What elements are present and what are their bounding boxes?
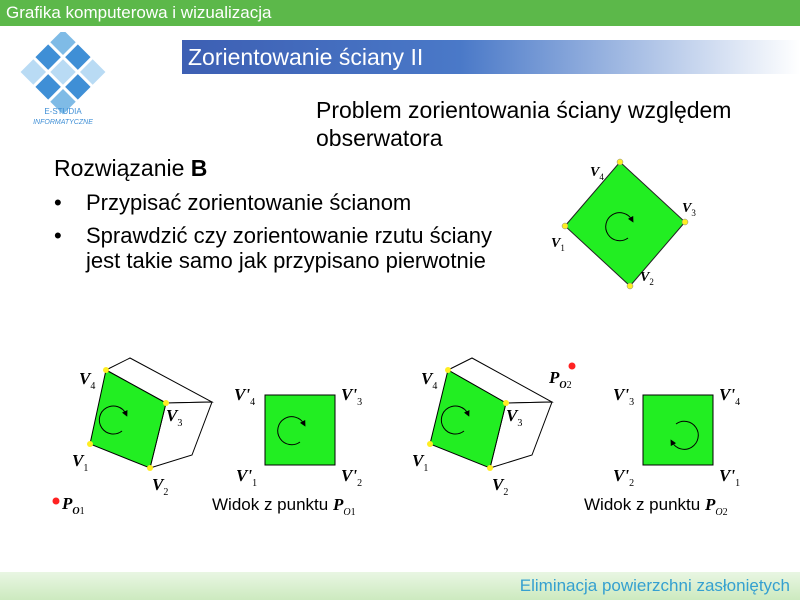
- label-v1-right: $V_1$: [412, 451, 429, 474]
- logo-text-bottom: INFORMATYCZNE: [33, 119, 93, 126]
- slide-title: Zorientowanie ściany II: [188, 44, 424, 70]
- solution-prefix: Rozwiązanie: [54, 155, 191, 181]
- label-v2-diamond: $V_2$: [640, 270, 654, 287]
- solution-letter: B: [190, 155, 208, 181]
- label-v4-left: $V_4$: [79, 369, 96, 392]
- label-vp1-sq2: $V'_1$: [719, 466, 741, 489]
- label-po1: $P_O1$: [62, 494, 85, 517]
- bullet-glyph: •: [54, 223, 62, 248]
- footer-title: Eliminacja powierzchni zasłoniętych: [519, 576, 790, 595]
- prism-left: [87, 358, 212, 471]
- footer-bar: [0, 572, 800, 600]
- label-v2-left: $V_2$: [152, 475, 169, 498]
- label-v3-diamond: $V_3$: [682, 201, 696, 218]
- bullet-text: Sprawdzić czy zorientowanie rzutu ściany jest takie samo jak przypisano pierwotnie: [86, 223, 492, 273]
- projection-square-2: [643, 395, 713, 465]
- course-title: Grafika komputerowa i wizualizacja: [6, 3, 272, 22]
- bullet-text: Przypisać zorientowanie ścianom: [86, 190, 412, 215]
- observer-dot-2: [569, 363, 576, 370]
- label-v3-right: $V_3$: [506, 406, 523, 429]
- label-vp4-sq1: $V'_4$: [234, 385, 256, 408]
- observer-dot-1: [53, 498, 60, 505]
- label-vp4-sq2: $V'_4$: [719, 385, 741, 408]
- label-v4-diamond: $V_4$: [590, 165, 604, 182]
- label-v1-left: $V_1$: [72, 451, 89, 474]
- prism-right: [427, 358, 552, 471]
- label-v2-right: $V_2$: [492, 475, 509, 498]
- label-po2: $P_O2$: [549, 368, 572, 391]
- label-vp3-sq2: $V'_3$: [613, 385, 635, 408]
- face-diamond: [562, 159, 688, 289]
- logo-text-top: E-STUDIA: [44, 107, 82, 116]
- label-vp2-sq2: $V'_2$: [613, 466, 635, 489]
- label-v3-left: $V_3$: [166, 406, 183, 429]
- label-v1-diamond: $V_1$: [551, 236, 565, 253]
- label-vp2-sq1: $V'_2$: [341, 466, 363, 489]
- label-vp3-sq1: $V'_3$: [341, 385, 363, 408]
- projection-square-1: [265, 395, 335, 465]
- bullet-glyph: •: [54, 190, 62, 215]
- caption-view-po1: Widok z punktu $P_O1$: [212, 495, 356, 518]
- label-v4-right: $V_4$: [421, 369, 438, 392]
- problem-statement: Problem zorientowania ściany względem obserwatora: [316, 97, 732, 151]
- label-vp1-sq1: $V'_1$: [236, 466, 258, 489]
- caption-view-po2: Widok z punktu $P_O2$: [584, 495, 728, 518]
